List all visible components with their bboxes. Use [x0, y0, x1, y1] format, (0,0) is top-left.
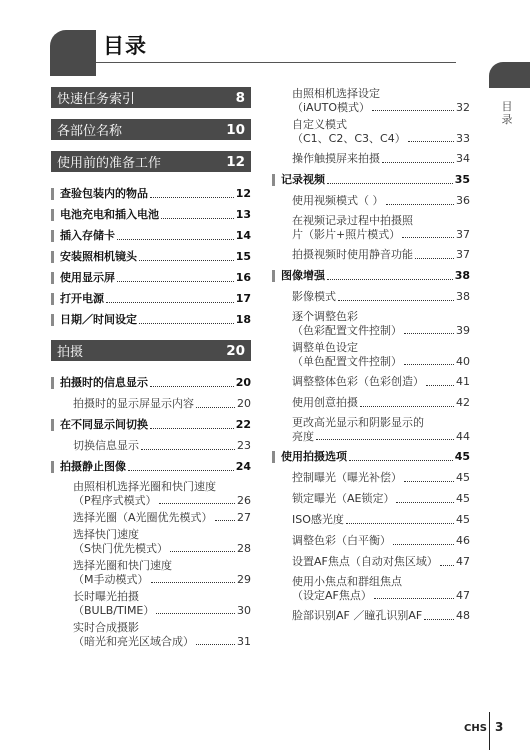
entry-page: 45: [456, 513, 470, 526]
entry-label-line2: （设定AF焦点）: [292, 589, 372, 602]
entry-marker: [51, 188, 54, 200]
entry-label-line2: （iAUTO模式）: [292, 101, 371, 114]
entry-page: 20: [235, 376, 251, 389]
section-title: 拍摄: [57, 345, 84, 360]
dot-leader: [150, 428, 234, 429]
entry-page: 29: [237, 573, 251, 586]
toc-sub-entry[interactable]: [270, 148, 470, 169]
toc-main-entry[interactable]: [51, 204, 251, 225]
entry-label-line2: （单色配置文件控制）: [292, 355, 402, 368]
page-title: 目录: [103, 34, 147, 58]
toc-main-entry[interactable]: [51, 267, 251, 288]
entry-page: 24: [235, 460, 251, 473]
dot-leader: [327, 279, 453, 280]
entry-page: 31: [237, 635, 251, 648]
entry-label-line1: 由照相机选择光圈和快门速度: [73, 480, 216, 493]
entry-page: 32: [456, 101, 470, 114]
entry-marker: [51, 251, 54, 263]
entry-page: 23: [237, 439, 251, 452]
toc-multiline-entry[interactable]: [270, 87, 470, 115]
entry-label-line2: （色彩配置文件控制）: [292, 324, 402, 337]
entry-label-line1: 自定义模式: [292, 118, 347, 131]
dot-leader: [316, 439, 454, 440]
entry-page: 16: [235, 271, 251, 284]
toc-multiline-entry[interactable]: [270, 575, 470, 603]
entry-label-line2: （S快门优先模式）: [73, 542, 168, 555]
entry-label: ISO感光度: [292, 513, 344, 526]
entry-label: 调整色彩（白平衡）: [292, 534, 391, 547]
entry-page: 28: [237, 542, 251, 555]
entry-page: 30: [237, 604, 251, 617]
entry-label-line1: 选择光圈和快门速度: [73, 559, 172, 572]
entry-line2: [292, 355, 470, 369]
entry-label: 设置AF焦点（自动对焦区域）: [292, 555, 438, 568]
entry-label: 使用创意拍摄: [292, 396, 358, 409]
dot-leader: [196, 644, 235, 645]
entry-page: 36: [456, 194, 470, 207]
entry-label-line1: 由照相机选择设定: [292, 87, 380, 100]
entry-page: 47: [456, 555, 470, 568]
entry-label: 调整整体色彩（色彩创造）: [292, 375, 424, 388]
side-tab[interactable]: [489, 62, 530, 88]
section-page: 12: [226, 153, 245, 170]
dot-leader: [327, 183, 453, 184]
entry-label-line2: 亮度: [292, 430, 314, 443]
entry-label-line2: （BULB/TIME）: [73, 604, 155, 617]
toc-main-entry[interactable]: [51, 246, 251, 267]
toc-multiline-entry[interactable]: [51, 559, 251, 587]
toc-multiline-entry[interactable]: [51, 480, 251, 508]
entry-line2: [292, 589, 470, 603]
toc-multiline-entry[interactable]: [270, 118, 470, 146]
entry-label: 在不同显示间切换: [60, 418, 148, 431]
dot-leader: [382, 162, 454, 163]
entry-page: 41: [456, 375, 470, 388]
entry-page: 15: [235, 250, 251, 263]
entry-label-line2: （M手动模式）: [73, 573, 149, 586]
dot-leader: [404, 364, 454, 365]
dot-leader: [415, 258, 454, 259]
dot-leader: [424, 619, 454, 620]
entry-marker: [51, 377, 54, 389]
dot-leader: [150, 197, 234, 198]
toc-multiline-entry[interactable]: [270, 214, 470, 242]
spacer: [51, 330, 251, 340]
entry-label-line1: 在视频记录过程中拍摄照: [292, 214, 413, 227]
entry-page: 27: [237, 511, 251, 524]
dot-leader: [372, 110, 454, 111]
entry-page: 34: [456, 152, 470, 165]
toc-multiline-entry[interactable]: [270, 310, 470, 338]
entry-label: 使用显示屏: [60, 271, 115, 284]
toc-multiline-entry[interactable]: [51, 621, 251, 649]
dot-leader: [117, 281, 234, 282]
dot-leader: [426, 385, 454, 386]
entry-page: 22: [235, 418, 251, 431]
entry-page: 39: [456, 324, 470, 337]
section-header[interactable]: [51, 87, 251, 108]
entry-label: 影像模式: [292, 290, 336, 303]
entry-page: 38: [454, 269, 470, 282]
entry-page: 45: [456, 492, 470, 505]
entry-label: 使用视频模式（ ）: [292, 194, 384, 207]
entry-page: 14: [235, 229, 251, 242]
entry-label: 记录视频: [281, 173, 325, 186]
toc-sub-entry[interactable]: [270, 551, 470, 572]
entry-marker: [51, 209, 54, 221]
entry-label-line1: 选择快门速度: [73, 528, 139, 541]
entry-page: 38: [456, 290, 470, 303]
entry-page: 47: [456, 589, 470, 602]
section-header[interactable]: [51, 151, 251, 172]
title-divider: [96, 62, 456, 63]
dot-leader: [374, 598, 454, 599]
entry-page: 20: [237, 397, 251, 410]
title-block: [50, 30, 96, 76]
entry-line2: [292, 324, 470, 338]
section-page: 20: [226, 342, 245, 359]
dot-leader: [360, 406, 454, 407]
toc-sub-entry[interactable]: [270, 371, 470, 392]
entry-line2: [73, 494, 251, 508]
dot-leader: [393, 544, 454, 545]
dot-leader: [346, 523, 454, 524]
toc-main-entry[interactable]: [51, 372, 251, 393]
entry-page: 33: [456, 132, 470, 145]
section-title: 使用前的准备工作: [57, 156, 162, 171]
dot-leader: [128, 470, 234, 471]
toc-main-entry[interactable]: [51, 309, 251, 330]
toc-multiline-entry[interactable]: [51, 590, 251, 618]
dot-leader: [139, 260, 234, 261]
dot-leader: [161, 218, 234, 219]
section-header[interactable]: [51, 119, 251, 140]
entry-label: 打开电源: [60, 292, 104, 305]
dot-leader: [196, 407, 235, 408]
dot-leader: [338, 300, 454, 301]
entry-label: 拍摄时的信息显示: [60, 376, 148, 389]
entry-label-line2: 选择光圈（A光圈优先模式）: [73, 511, 213, 524]
toc-sub-entry[interactable]: [270, 244, 470, 265]
toc-main-entry[interactable]: [270, 446, 470, 467]
dot-leader: [404, 481, 454, 482]
dot-leader: [150, 386, 234, 387]
entry-line2: [292, 228, 470, 242]
entry-label: 控制曝光（曝光补偿）: [292, 471, 402, 484]
section-title: 快速任务索引: [57, 92, 136, 107]
entry-line2: [73, 604, 251, 618]
entry-page: 37: [456, 228, 470, 241]
entry-line2: [73, 542, 251, 556]
dot-leader: [139, 323, 234, 324]
dot-leader: [106, 302, 234, 303]
dot-leader: [386, 204, 455, 205]
entry-label: 脸部识别AF ／瞳孔识别AF: [292, 609, 423, 622]
entry-page: 12: [235, 187, 251, 200]
dot-leader: [396, 502, 454, 503]
entry-marker: [272, 174, 275, 186]
entry-label-line1: 调整单色设定: [292, 341, 358, 354]
entry-label-line2: （C1、C2、C3、C4）: [292, 132, 406, 145]
entry-page: 37: [456, 248, 470, 261]
entry-marker: [51, 314, 54, 326]
page-number: 3: [495, 720, 504, 734]
toc-main-entry[interactable]: [270, 265, 470, 286]
toc-main-entry[interactable]: [51, 414, 251, 435]
entry-label-line2: （P程序式模式）: [73, 494, 157, 507]
entry-page: 35: [454, 173, 470, 186]
entry-label-line2: （暗光和亮光区域合成）: [73, 635, 194, 648]
entry-label: 插入存储卡: [60, 229, 115, 242]
toc-sub-entry[interactable]: [270, 392, 470, 413]
entry-page: 18: [235, 313, 251, 326]
dot-leader: [404, 333, 454, 334]
entry-marker: [51, 272, 54, 284]
dot-leader: [215, 520, 235, 521]
entry-label: 图像增强: [281, 269, 325, 282]
entry-label: 拍摄静止图像: [60, 460, 126, 473]
entry-page: 46: [456, 534, 470, 547]
toc-main-entry[interactable]: [51, 225, 251, 246]
entry-label-line1: 实时合成摄影: [73, 621, 139, 634]
section-header[interactable]: [51, 340, 251, 361]
entry-page: 40: [456, 355, 470, 368]
toc-sub-entry[interactable]: [51, 393, 251, 414]
entry-label-line1: 长时曝光拍摄: [73, 590, 139, 603]
entry-page: 17: [235, 292, 251, 305]
toc-sub-entry[interactable]: [270, 509, 470, 530]
dot-leader: [151, 582, 236, 583]
entry-line2: [73, 573, 251, 587]
toc-main-entry[interactable]: [51, 456, 251, 477]
toc-multiline-entry[interactable]: [51, 511, 251, 525]
dot-leader: [408, 141, 454, 142]
toc-right-column: [270, 84, 470, 626]
entry-label: 电池充电和插入电池: [60, 208, 159, 221]
entry-label: 拍摄视频时使用静音功能: [292, 248, 413, 261]
entry-page: 42: [456, 396, 470, 409]
dot-leader: [440, 565, 454, 566]
toc-sub-entry[interactable]: [270, 530, 470, 551]
side-tab-label: 目录: [501, 100, 513, 126]
entry-marker: [272, 270, 275, 282]
entry-line2: [73, 511, 251, 525]
entry-label-line1: 使用小焦点和群组焦点: [292, 575, 402, 588]
entry-label-line1: 更改高光显示和阴影显示的: [292, 416, 424, 429]
toc-sub-entry[interactable]: [51, 435, 251, 456]
toc-sub-entry[interactable]: [270, 605, 470, 626]
dot-leader: [402, 237, 454, 238]
section-page: 8: [235, 89, 245, 106]
toc-multiline-entry[interactable]: [51, 528, 251, 556]
entry-line2: [292, 132, 470, 146]
entry-label: 安装照相机镜头: [60, 250, 137, 263]
entry-line2: [73, 635, 251, 649]
entry-page: 26: [237, 494, 251, 507]
entry-label: 拍摄时的显示屏显示内容: [73, 397, 194, 410]
toc-multiline-entry[interactable]: [270, 416, 470, 444]
toc-sub-entry[interactable]: [270, 467, 470, 488]
entry-marker: [51, 230, 54, 242]
entry-line2: [292, 101, 470, 115]
dot-leader: [349, 460, 453, 461]
entry-marker: [272, 451, 275, 463]
entry-line2: [292, 430, 470, 444]
dot-leader: [159, 503, 235, 504]
dot-leader: [141, 449, 235, 450]
dot-leader: [170, 551, 235, 552]
toc-sub-entry[interactable]: [270, 286, 470, 307]
toc-main-entry[interactable]: [51, 288, 251, 309]
entry-label: 使用拍摄选项: [281, 450, 347, 463]
toc-left-column: [51, 87, 251, 651]
entry-label: 切换信息显示: [73, 439, 139, 452]
entry-label-line2: 片（影片+照片模式）: [292, 228, 401, 241]
entry-page: 45: [454, 450, 470, 463]
entry-page: 45: [456, 471, 470, 484]
toc-sub-entry[interactable]: [270, 488, 470, 509]
toc-sub-entry[interactable]: [270, 190, 470, 211]
entry-marker: [51, 419, 54, 431]
entry-label-line1: 逐个调整色彩: [292, 310, 358, 323]
entry-page: 44: [456, 430, 470, 443]
entry-marker: [51, 461, 54, 473]
entry-page: 48: [456, 609, 470, 622]
dot-leader: [117, 239, 234, 240]
dot-leader: [156, 613, 235, 614]
toc-multiline-entry[interactable]: [270, 341, 470, 369]
section-title: 各部位名称: [57, 124, 123, 139]
toc-main-entry[interactable]: [51, 183, 251, 204]
entry-label: 查验包装内的物品: [60, 187, 148, 200]
entry-label: 操作触摸屏来拍摄: [292, 152, 380, 165]
entry-page: 13: [235, 208, 251, 221]
toc-main-entry[interactable]: [270, 169, 470, 190]
entry-marker: [51, 293, 54, 305]
footer-divider: [489, 712, 490, 750]
entry-label: 锁定曝光（AE锁定）: [292, 492, 395, 505]
footer-language: CHS: [464, 723, 487, 734]
entry-label: 日期／时间设定: [60, 313, 137, 326]
section-page: 10: [226, 121, 245, 138]
